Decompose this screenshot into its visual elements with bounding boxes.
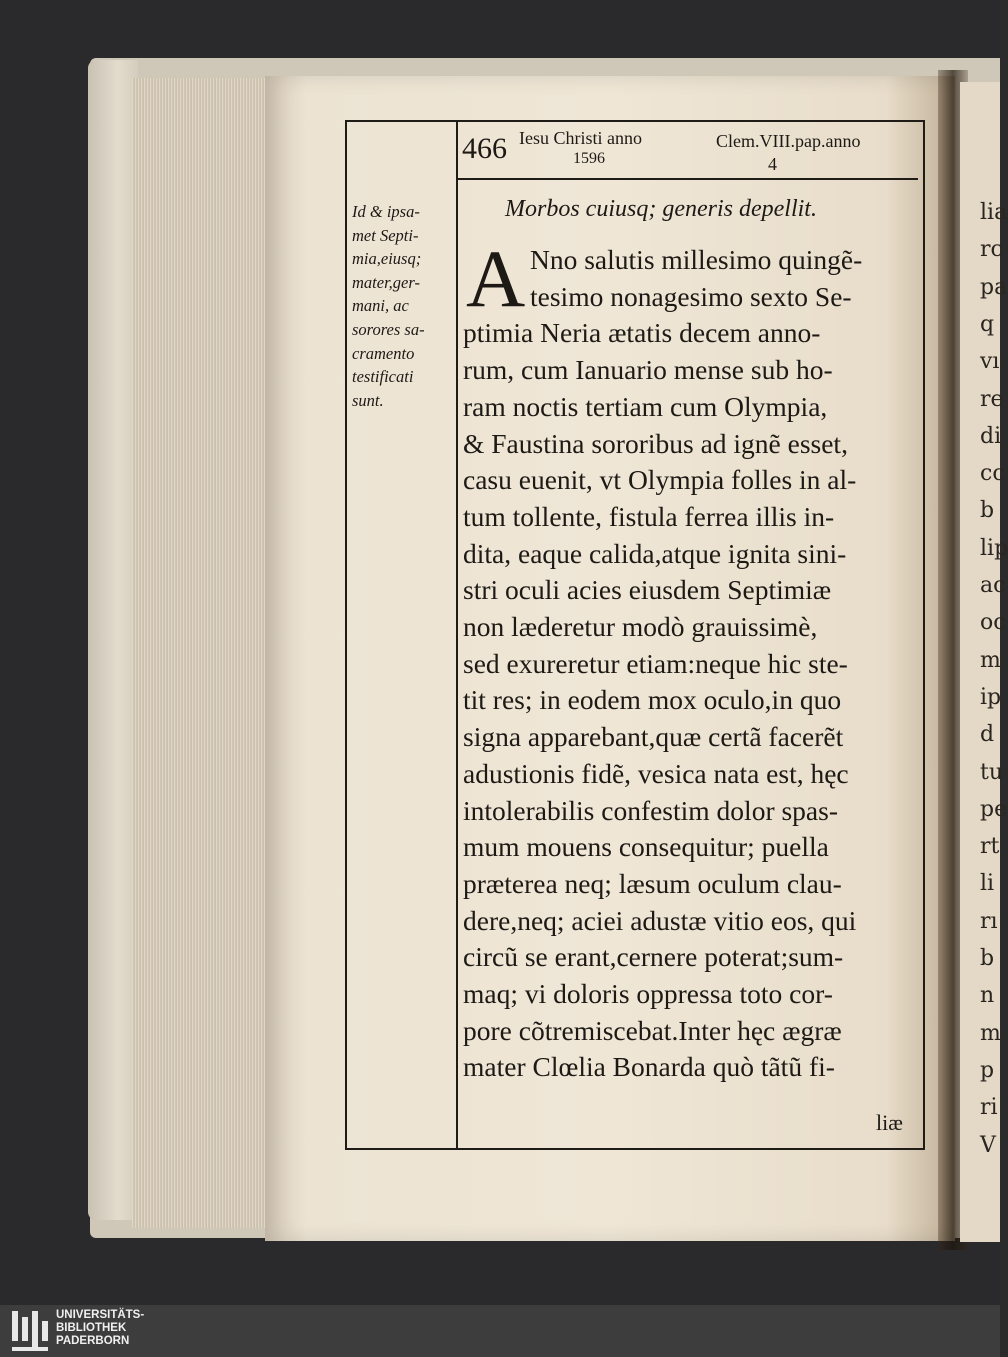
facing-page-fragment: pa (980, 274, 1008, 300)
margin-note-line: mater,ger- (352, 272, 420, 292)
margin-note-line: sunt. (352, 390, 384, 410)
body-line: mater Clœlia Bonarda quò tãtũ fi- (463, 1051, 835, 1083)
running-title-left: Iesu Christi anno (519, 128, 642, 148)
facing-page-fragment: rc (980, 237, 1003, 263)
facing-page-fragment: ac (980, 573, 1006, 598)
facing-page-fragment: re (980, 386, 1004, 412)
body-line: maq; vi doloris oppressa toto cor- (463, 978, 833, 1009)
facing-page-fragment: n (980, 983, 995, 1009)
body-line: casu euenit, vt Olympia folles in al- (463, 464, 857, 496)
facing-page-fragment: rı (980, 908, 998, 934)
drop-initial: A (466, 233, 526, 324)
facing-page-fragment: oc (980, 610, 1006, 636)
facing-page (960, 82, 1008, 1242)
body-line: tit res; in eodem mox oculo,in quo (463, 684, 842, 716)
facing-page-fragment: p (980, 1057, 995, 1083)
margin-note-line: cramento (352, 343, 415, 363)
body-line: mum mouens consequitur; puella (463, 831, 829, 863)
section-heading: Morbos cuiusq; generis depellit. (505, 196, 817, 222)
body-line: sed exureretur etiam:neque hic ste- (463, 647, 848, 679)
facing-page-fragment: di (980, 423, 1002, 449)
library-name-line: UNIVERSITÄTS- (56, 1309, 145, 1321)
body-line: non læderetur modò grauissimè, (463, 611, 818, 642)
facing-page-fragment: tu (980, 759, 1004, 785)
library-name (56, 1309, 144, 1348)
body-line: & Faustina sororibus ad ignẽ esset, (463, 427, 848, 459)
facing-page-fragment: ip (980, 684, 1002, 710)
margin-note-line: sorores sa- (352, 319, 425, 339)
library-name-line: BIBLIOTHEK (56, 1322, 127, 1334)
body-line: adustionis fidẽ, vesica nata est, hęc (463, 757, 849, 789)
facing-page-fragment: lip (980, 535, 1008, 561)
facing-page-fragment: m (980, 1020, 1001, 1046)
running-year-right: 4 (768, 154, 777, 174)
body-line: Nno salutis millesimo quingẽ- (530, 244, 863, 275)
margin-column-rule (456, 120, 458, 1150)
body-line: stri oculi acies eiusdem Septimiæ (463, 574, 832, 606)
body-line: tesimo nonagesimo sexto Se- (530, 280, 852, 312)
body-line: rum, cum Ianuario mense sub ho- (463, 354, 833, 386)
facing-page-fragment: b (980, 946, 995, 971)
margin-note-line: testificati (352, 367, 414, 387)
library-footer-bar (0, 1305, 1000, 1357)
facing-page-fragment: V (980, 1132, 996, 1158)
facing-page-fragment: cc (980, 461, 1005, 487)
facing-page-fragment: vı (980, 349, 1000, 375)
page-number: 466 (462, 132, 507, 165)
running-year-left: 1596 (573, 150, 605, 167)
facing-page-fragment: b (980, 498, 995, 524)
body-line: præterea neq; læsum oculum clau- (463, 867, 842, 899)
header-rule (458, 178, 918, 180)
library-name-line: PADERBORN (56, 1335, 130, 1347)
page-block-edges (132, 78, 272, 1228)
body-line: ram noctis tertiam cum Olympia, (463, 390, 828, 422)
marginal-note (352, 200, 452, 412)
catchword: liæ (876, 1110, 903, 1135)
running-title-right: Clem.VIII.pap.anno (716, 131, 861, 151)
body-line: circũ se erant,cernere poterat;sum- (463, 941, 844, 973)
margin-note-line: Id & ipsa- (352, 202, 420, 221)
library-logo-icon (12, 1311, 48, 1353)
facing-page-fragment: d (980, 722, 995, 748)
body-line: tum tollente, fistula ferrea illis in- (463, 500, 835, 532)
body-line: intolerabilis confestim dolor spas- (463, 794, 838, 826)
body-line: signa apparebant,quæ certã facerẽt (463, 721, 844, 753)
margin-note-line: met Septi- (352, 225, 419, 245)
body-line: ptimia Neria ætatis decem anno- (463, 317, 821, 349)
margin-note-line: mia,eiusq; (352, 249, 422, 269)
facing-page-fragment: pe (980, 796, 1008, 822)
facing-page-fragment: li (980, 871, 995, 897)
body-line: dere,neq; aciei adustæ vitio eos, qui (463, 904, 857, 936)
margin-note-line: mani, ac (352, 296, 409, 316)
facing-page-fragment: ri (980, 1095, 998, 1121)
body-line: pore cõtremiscebat.Inter hęc ægræ (463, 1014, 842, 1046)
facing-page-fragment: rt (980, 834, 1000, 860)
facing-page-fragment: q (980, 311, 995, 337)
facing-page-fragment: m (980, 647, 1001, 673)
facing-page-fragment: lia (980, 200, 1008, 225)
book-cover-edge (88, 60, 138, 1220)
body-line: dita, eaque calida,atque ignita sini- (463, 537, 847, 569)
